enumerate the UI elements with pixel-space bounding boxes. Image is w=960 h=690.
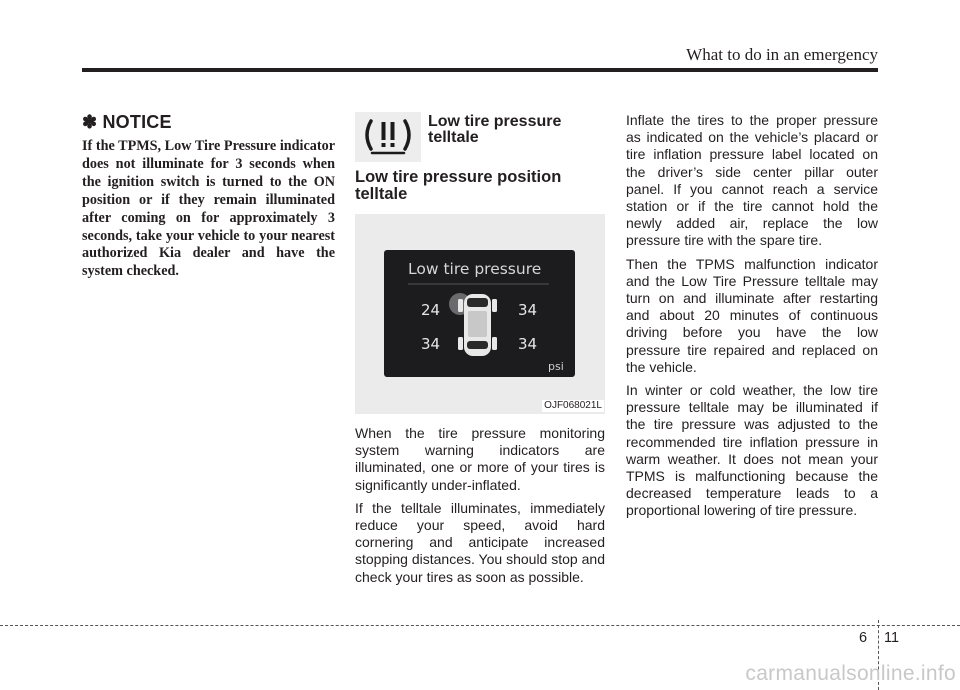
rear-left-pressure: 34	[421, 335, 441, 353]
col2-paragraph: If the telltale illuminates, immediately reduce your speed, avoid hard cornering and anticipate increased stopping distances. You should stop and check your tires as soon as possible.	[355, 499, 605, 585]
col2-paragraph: When the tire pressure monitoring system warning indicators are illuminated, one or more of your tires is significantly under-inflated.	[355, 425, 605, 493]
front-right-pressure: 34	[518, 301, 538, 319]
tire-pressure-display-figure	[355, 214, 605, 414]
notice-title: ✽ NOTICE	[82, 112, 172, 132]
cluster-display-image	[355, 214, 605, 414]
display-title: Low tire pressure	[408, 260, 542, 278]
notice-column	[82, 112, 335, 281]
col3-paragraph: Then the TPMS malfunction indicator and the Low Tire Pressure telltale may turn on and illuminate after restarting and about 20 minutes of continuous driving before you have the low pressure tire repaired and replaced on the vehicle.	[626, 255, 878, 375]
header-rule	[82, 68, 878, 72]
col3-paragraph: Inflate the tires to the proper pressure as indicated on the vehicle’s placard or tire inflation pressure label located on the driver’s side center pillar outer panel. If you cannot reach a service station or if the tire cannot hold the newly added air, replace the low pressure tire with the spare tire.	[626, 112, 878, 249]
footer-rule	[0, 625, 960, 626]
figure-code: OJF068021L	[544, 400, 602, 411]
running-header: What to do in an emergency	[686, 45, 878, 64]
col3-paragraph: In winter or cold weather, the low tire pressure telltale may be illuminated if the tire pressure was adjusted to the recommended tire inflation pressure in warm weather. It does not mean your TPMS is malfunctioning because the decreased temperature leads to a proportional lowering of tire pressure.	[626, 382, 878, 519]
section-title: Low tire pressure position telltale	[355, 168, 562, 203]
instructions-column	[626, 112, 878, 526]
telltale-title: Low tire pressure telltale	[428, 113, 562, 146]
tpms-warning-icon	[355, 112, 421, 162]
pressure-unit: psi	[548, 360, 564, 373]
rear-right-pressure: 34	[518, 335, 538, 353]
page-number: 11	[884, 630, 900, 646]
front-left-pressure: 24	[421, 301, 441, 319]
watermark: carmanualsonline.info	[745, 662, 956, 685]
chapter-number: 6	[859, 630, 868, 646]
telltale-column	[355, 112, 605, 592]
notice-body: If the TPMS, Low Tire Pressure indicator does not illuminate for 3 seconds when the ignition switch is turned to the ON position or if they remain illuminated after coming on for approximately 3 seconds, take your vehicle to your nearest authorized Kia dealer and have the system checked.	[82, 138, 335, 280]
telltale-heading-row	[355, 112, 605, 162]
